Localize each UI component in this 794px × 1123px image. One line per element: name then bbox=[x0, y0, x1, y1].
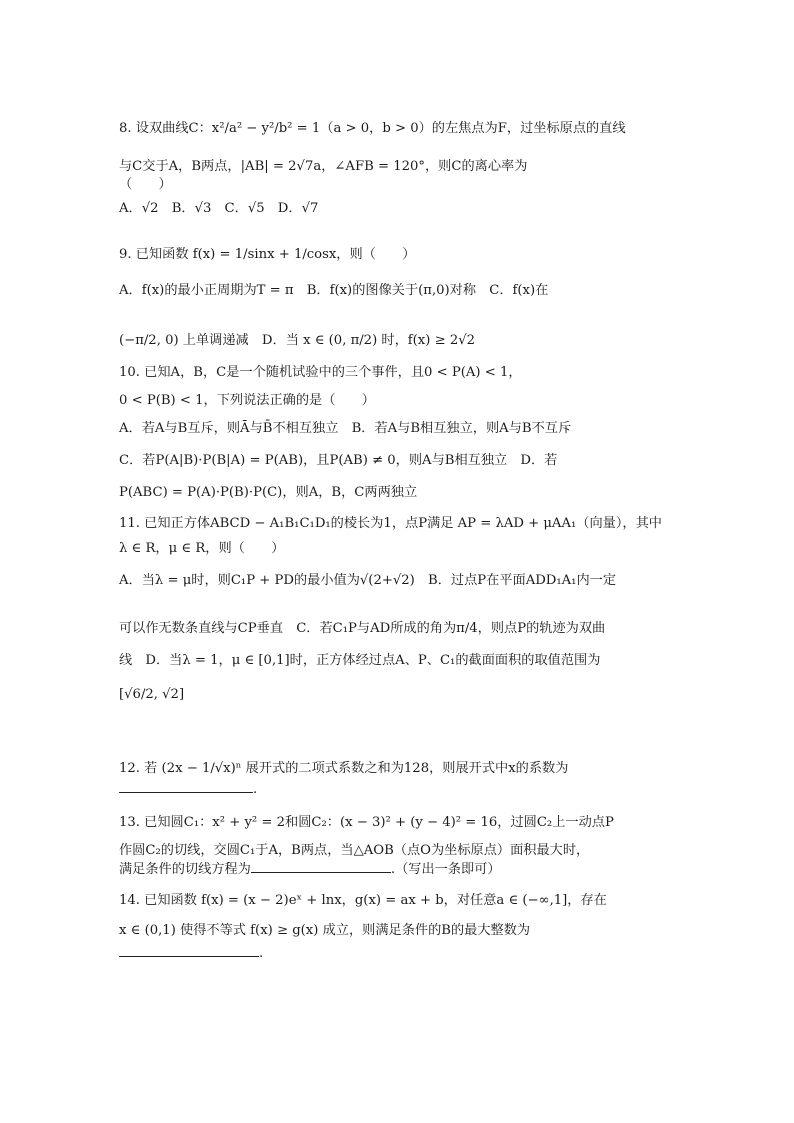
q8-options: A．√2 B．√3 C．√5 D．√7 bbox=[119, 201, 319, 216]
q9-line-3: (−π/2, 0) 上单调递减 D．当 x ∈ (0, π/2) 时，f(x) ≥ 2√2 bbox=[119, 333, 476, 348]
q14-answer-blank[interactable] bbox=[119, 942, 259, 957]
q11-line-6: [√6/2, √2] bbox=[119, 687, 185, 702]
q13-prefix: 满足条件的切线方程为 bbox=[119, 862, 251, 877]
q11-line-3: A．当λ = μ时，则C₁P + PD的最小值为√(2+√2) B．过点P在平面ADD₁A₁内一定 bbox=[119, 573, 617, 588]
q10-line-2: 0 < P(B) < 1，下列说法正确的是（ ） bbox=[119, 393, 375, 408]
q12-period: . bbox=[253, 782, 258, 797]
q13-suffix: .（写出一条即可） bbox=[390, 862, 501, 877]
q10-line-5: P(ABC) = P(A)·P(B)·P(C)，则A，B，C两两独立 bbox=[119, 485, 418, 500]
q13-line-1: 13. 已知圆C₁：x² + y² = 2和圆C₂：(x − 3)² + (y − 4)² = 16，过圆C₂上一动点P bbox=[119, 815, 614, 830]
q8-line-2: 与C交于A，B两点，|AB| = 2√7a，∠AFB = 120°，则C的离心率为 bbox=[119, 159, 528, 174]
q8-line-1: 8. 设双曲线C：x²/a² − y²/b² = 1（a > 0，b > 0）的左焦点为F，过坐标原点的直线 bbox=[119, 121, 626, 136]
q9-line-1: 9. 已知函数 f(x) = 1/sinx + 1/cosx，则（ ） bbox=[119, 247, 416, 262]
q11-line-5: 线 D．当λ = 1，μ ∈ [0,1]时，正方体经过点A、P、C₁的截面面积的取值范围为 bbox=[119, 653, 601, 668]
q8-line-3: （ ） bbox=[119, 177, 172, 192]
q11-line-4: 可以作无数条直线与CP垂直 C．若C₁P与AD所成的角为π/4，则点P的轨迹为双曲 bbox=[119, 621, 606, 636]
q12-answer-blank[interactable] bbox=[119, 778, 253, 793]
q14-answer-line bbox=[119, 942, 702, 965]
q14-line-1: 14. 已知函数 f(x) = (x − 2)eˣ + lnx，g(x) = ax + b，对任意a ∈ (−∞,1]，存在 bbox=[119, 893, 607, 908]
q12-answer-line bbox=[119, 778, 702, 801]
q14-period: . bbox=[259, 946, 264, 961]
q14-line-2: x ∈ (0,1) 使得不等式 f(x) ≥ g(x) 成立，则满足条件的B的最大整数为 bbox=[119, 923, 531, 938]
q10-line-1: 10. 已知A，B，C是一个随机试验中的三个事件，且0 < P(A) < 1， bbox=[119, 365, 522, 380]
q13-line-2: 作圆C₂的切线，交圆C₁于A，B两点，当△AOB（点O为坐标原点）面积最大时， bbox=[119, 843, 590, 858]
q12-line-1: 12. 若 (2x − 1/√x)ⁿ 展开式的二项式系数之和为128，则展开式中x的系数为 bbox=[119, 761, 569, 776]
q11-line-2: λ ∈ R，μ ∈ R，则（ ） bbox=[119, 541, 285, 556]
q13-answer-blank[interactable] bbox=[251, 858, 391, 873]
q10-line-3: A．若A与B互斥，则Ā与B̄不相互独立 B．若A与B相互独立，则A与B不互斥 bbox=[119, 421, 572, 436]
q9-line-2: A．f(x)的最小正周期为T = π B．f(x)的图像关于(π,0)对称 C．f(x)在 bbox=[119, 283, 549, 298]
q13-line-3 bbox=[119, 858, 702, 881]
q10-line-4: C．若P(A|B)·P(B|A) = P(AB)，且P(AB) ≠ 0，则A与B相互独立 D．若 bbox=[119, 453, 558, 468]
q11-line-1: 11. 已知正方体ABCD − A₁B₁C₁D₁的棱长为1，点P满足 AP = λAD + μAA₁（向量），其中 bbox=[119, 516, 662, 531]
